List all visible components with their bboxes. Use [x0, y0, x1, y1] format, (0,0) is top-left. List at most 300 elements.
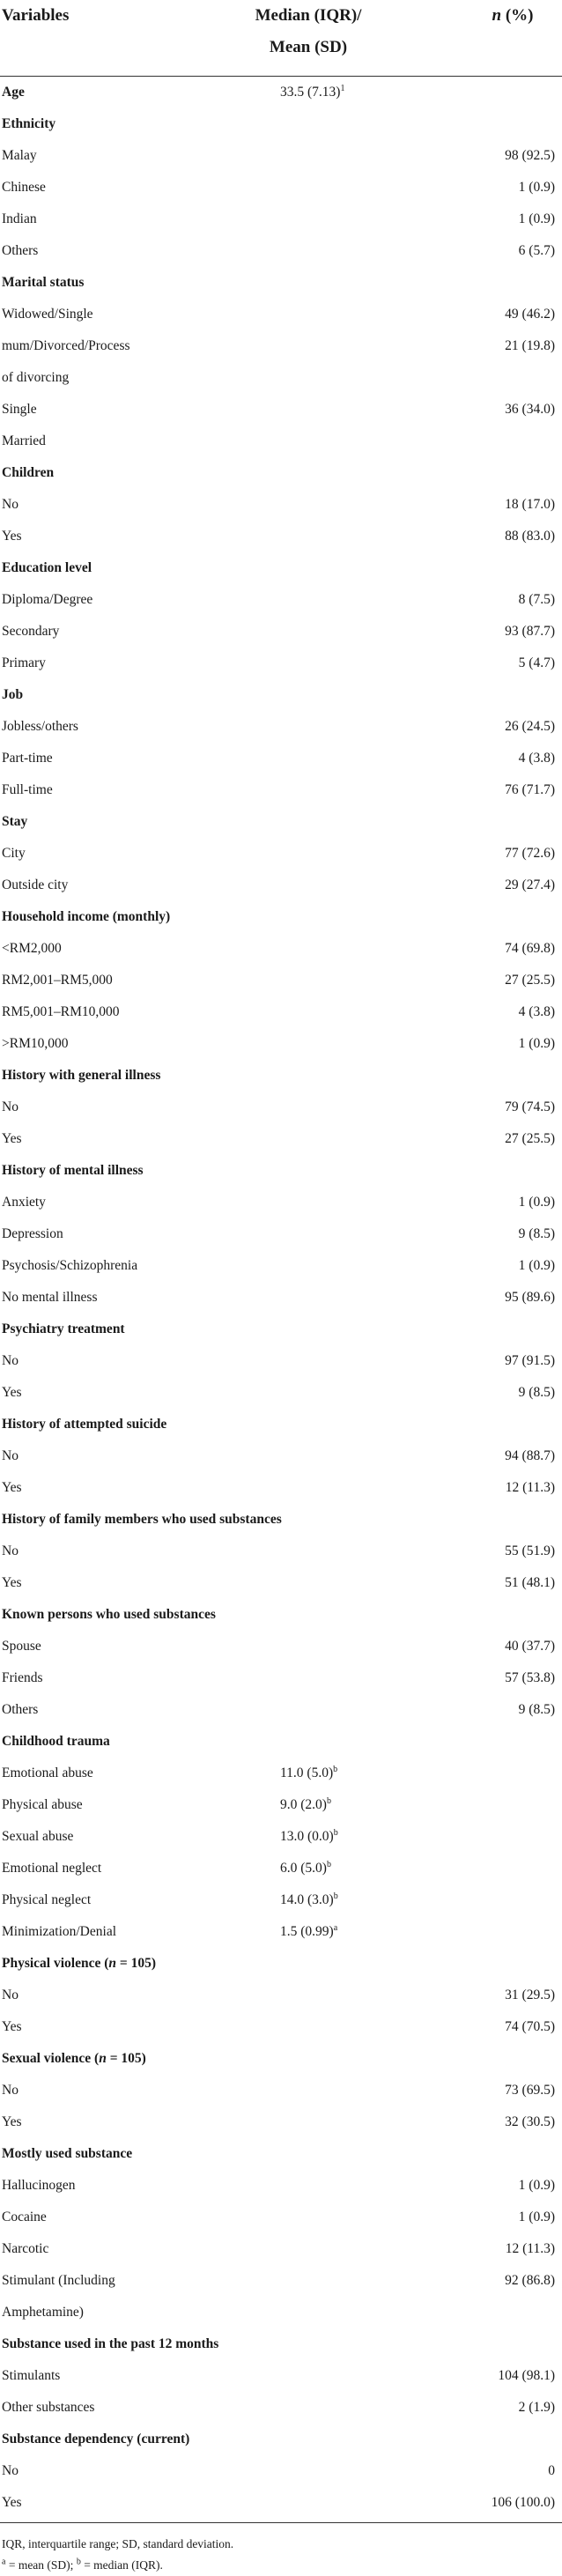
variable-label: Chinese [2, 180, 46, 195]
variable-label: Part-time [2, 751, 53, 766]
variable-cell [2, 1345, 18, 1377]
n-percent-cell: 32 (30.5) [505, 2114, 555, 2129]
median-mean-value: 14.0 (3.0) [280, 1892, 334, 1907]
table-row [0, 743, 562, 774]
section-header-row [0, 806, 562, 838]
variable-cell [2, 616, 59, 648]
header-median-mean [238, 0, 379, 63]
table-row [0, 1250, 562, 1282]
section-header-row [0, 679, 562, 711]
table-row [0, 1218, 562, 1250]
table-bottom-rule [0, 2522, 562, 2523]
variable-cell [2, 933, 62, 965]
variable-cell [2, 965, 113, 996]
variable-cell [2, 1980, 18, 2011]
variable-label: Emotional neglect [2, 1861, 102, 1876]
variable-label: Yes [2, 1131, 22, 1146]
table-row [0, 1567, 562, 1599]
stat-superscript: b [333, 1764, 338, 1774]
variable-label: Yes [2, 2495, 22, 2510]
median-mean-value: 11.0 (5.0) [280, 1765, 334, 1780]
variable-cell [2, 1092, 18, 1123]
variable-label: of divorcing [2, 370, 70, 385]
variable-cell [2, 1472, 22, 1504]
variable-label: Yes [2, 529, 22, 544]
variable-cell [2, 172, 46, 204]
n-percent-cell: 40 (37.7) [505, 1639, 555, 1654]
median-mean-cell [280, 1853, 331, 1884]
table-row [0, 2455, 562, 2487]
n-percent-cell: 9 (8.5) [518, 1385, 555, 1400]
section-header-row [0, 1726, 562, 1758]
section-header-row [0, 108, 562, 140]
variable-cell [2, 711, 78, 743]
section-header-row [0, 1409, 562, 1440]
variable-cell [2, 1155, 144, 1187]
table-row [0, 2233, 562, 2265]
table-row [0, 362, 562, 394]
variable-cell [2, 362, 69, 394]
variable-label: RM2,001–RM5,000 [2, 973, 113, 988]
variable-label: Substance used in the past 12 months [2, 2336, 219, 2351]
n-percent-cell: 4 (3.8) [518, 1004, 555, 1019]
variable-label: Widowed/Single [2, 307, 93, 322]
table-row [0, 426, 562, 457]
table-row [0, 838, 562, 870]
variable-cell [2, 299, 93, 330]
variable-cell [2, 2075, 18, 2106]
footnote-b-text: = median (IQR). [80, 2558, 163, 2572]
table-row [0, 774, 562, 806]
n-percent-cell: 77 (72.6) [505, 846, 555, 861]
variable-cell [2, 489, 18, 521]
variable-label: Education level [2, 560, 92, 575]
variable-label: Hallucinogen [2, 2178, 76, 2193]
variable-cell [2, 2424, 189, 2455]
header-n-pct: (%) [501, 6, 534, 25]
table-row [0, 2297, 562, 2328]
table-row [0, 1028, 562, 1060]
variable-cell [2, 1821, 73, 1853]
variable-cell [2, 2170, 76, 2202]
variable-italic-n: n [108, 1956, 117, 1971]
variable-label: Yes [2, 1480, 22, 1495]
variable-label: Physical neglect [2, 1892, 92, 1907]
variable-cell [2, 1187, 46, 1218]
variable-cell [2, 996, 120, 1028]
n-percent-cell: 74 (70.5) [505, 2019, 555, 2034]
table-row [0, 140, 562, 172]
variable-label: Psychosis/Schizophrenia [2, 1258, 138, 1273]
variable-label: Depression [2, 1226, 63, 1241]
n-percent-cell: 49 (46.2) [505, 307, 555, 322]
variable-label: Known persons who used substances [2, 1607, 216, 1622]
variable-label: Stimulants [2, 2368, 61, 2383]
n-percent-cell: 27 (25.5) [505, 973, 555, 988]
section-header-row [0, 2138, 562, 2170]
section-header-row [0, 2043, 562, 2075]
variable-label: Minimization/Denial [2, 1924, 117, 1939]
section-header-row [0, 267, 562, 299]
table-row [0, 616, 562, 648]
table-body [0, 77, 562, 2519]
section-header-row [0, 901, 562, 933]
section-header-row [0, 1060, 562, 1092]
table-row [0, 2106, 562, 2138]
table-row [0, 965, 562, 996]
n-percent-cell: 76 (71.7) [505, 782, 555, 797]
section-header-row [0, 1155, 562, 1187]
n-percent-cell: 92 (86.8) [505, 2273, 555, 2288]
variable-cell [2, 1694, 38, 1726]
n-percent-cell: 88 (83.0) [505, 529, 555, 544]
variable-label: Stay [2, 814, 28, 829]
table-row [0, 2170, 562, 2202]
section-header-row [0, 77, 562, 108]
table-row [0, 2360, 562, 2392]
variable-cell [2, 457, 54, 489]
n-percent-cell: 2 (1.9) [518, 2400, 555, 2415]
n-percent-cell: 51 (48.1) [505, 1575, 555, 1590]
stat-superscript: b [326, 1795, 331, 1806]
n-percent-cell: 1 (0.9) [518, 1258, 555, 1273]
variable-label: Anxiety [2, 1195, 46, 1210]
median-mean-cell [280, 1821, 338, 1853]
table-row [0, 1821, 562, 1853]
variable-label: Yes [2, 1575, 22, 1590]
stat-superscript: b [333, 1827, 338, 1838]
section-header-row [0, 1504, 562, 1536]
table-row [0, 1694, 562, 1726]
table-row [0, 1853, 562, 1884]
median-mean-value: 9.0 (2.0) [280, 1797, 327, 1812]
n-percent-cell: 74 (69.8) [505, 941, 555, 956]
variable-cell [2, 679, 23, 711]
variable-label: Mostly used substance [2, 2146, 133, 2161]
table-row [0, 2392, 562, 2424]
variable-cell [2, 2138, 132, 2170]
variable-label: Psychiatry treatment [2, 1321, 125, 1336]
median-mean-value: 13.0 (0.0) [280, 1829, 334, 1844]
table-row [0, 648, 562, 679]
n-percent-cell: 57 (53.8) [505, 1670, 555, 1685]
variable-label-tail: = 105) [106, 2051, 146, 2066]
variable-cell [2, 1789, 83, 1821]
table-row [0, 204, 562, 235]
stat-superscript: b [333, 1891, 338, 1901]
variable-label: No [2, 1448, 18, 1463]
variable-cell [2, 838, 26, 870]
variable-label: Others [2, 1702, 39, 1717]
variable-cell [2, 901, 170, 933]
variable-label: mum/Divorced/Process [2, 338, 130, 353]
variable-label: City [2, 846, 26, 861]
median-mean-value: 1.5 (0.99) [280, 1924, 334, 1939]
table-row [0, 1789, 562, 1821]
variable-cell [2, 1599, 216, 1631]
n-percent-cell: 104 (98.1) [498, 2368, 555, 2383]
table-row [0, 394, 562, 426]
n-percent-cell: 9 (8.5) [518, 1226, 555, 1241]
n-percent-cell: 36 (34.0) [505, 402, 555, 417]
variable-label: History of attempted suicide [2, 1417, 167, 1432]
n-percent-cell: 8 (7.5) [518, 592, 555, 607]
n-percent-cell: 94 (88.7) [505, 1448, 555, 1463]
variable-cell [2, 2392, 94, 2424]
n-percent-cell: 98 (92.5) [505, 148, 555, 163]
variable-label: Friends [2, 1670, 43, 1685]
variable-cell [2, 1916, 116, 1948]
section-header-row [0, 2328, 562, 2360]
variable-label: Indian [2, 211, 37, 226]
n-percent-cell: 29 (27.4) [505, 877, 555, 892]
variable-label: >RM10,000 [2, 1036, 69, 1051]
variable-cell [2, 1250, 137, 1282]
table-row [0, 2075, 562, 2106]
median-mean-cell [280, 1916, 337, 1948]
n-percent-cell: 1 (0.9) [518, 1036, 555, 1051]
table-row [0, 1282, 562, 1314]
n-percent-cell: 1 (0.9) [518, 180, 555, 195]
n-percent-cell: 5 (4.7) [518, 655, 555, 670]
variable-cell [2, 2455, 18, 2487]
n-percent-cell: 26 (24.5) [505, 719, 555, 734]
variable-cell [2, 1060, 160, 1092]
stat-superscript: b [326, 1859, 331, 1869]
variable-label: Outside city [2, 877, 69, 892]
n-percent-cell: 21 (19.8) [505, 338, 555, 353]
variable-label: Malay [2, 148, 37, 163]
variable-cell [2, 648, 46, 679]
variable-label: No [2, 497, 18, 512]
footnote-b-sup: b [76, 2557, 81, 2567]
variable-label: Physical violence ( [2, 1956, 109, 1971]
variable-cell [2, 2011, 22, 2043]
stat-superscript: a [333, 1922, 338, 1933]
variable-label: History of family members who used substances [2, 1512, 282, 1527]
variable-cell [2, 1631, 41, 1662]
variable-cell [2, 1662, 43, 1694]
variable-label: Amphetamine) [2, 2305, 84, 2320]
n-percent-cell: 79 (74.5) [505, 1099, 555, 1114]
table-row [0, 1187, 562, 1218]
footnote-superscripts [0, 2555, 562, 2576]
variable-cell [2, 2328, 218, 2360]
variable-label: No mental illness [2, 1290, 98, 1305]
table-row [0, 1980, 562, 2011]
table-row [0, 933, 562, 965]
table-row [0, 1662, 562, 1694]
table-row [0, 235, 562, 267]
median-mean-cell [280, 77, 344, 108]
variable-label: History of mental illness [2, 1163, 144, 1178]
variable-label: Married [2, 433, 46, 448]
stat-superscript: 1 [340, 83, 345, 93]
median-mean-value: 33.5 (7.13) [280, 85, 341, 100]
variable-cell [2, 743, 53, 774]
header-variables: Variables [2, 6, 70, 25]
table-row [0, 299, 562, 330]
table-row [0, 2265, 562, 2297]
header-median-line1: Median (IQR)/ [255, 6, 362, 25]
table-row [0, 870, 562, 901]
n-percent-cell: 9 (8.5) [518, 1702, 555, 1717]
n-percent-cell: 12 (11.3) [505, 2241, 555, 2256]
n-percent-cell: 6 (5.7) [518, 243, 555, 258]
variable-cell [2, 235, 38, 267]
variable-cell [2, 204, 37, 235]
variable-cell [2, 1567, 22, 1599]
variable-cell [2, 1377, 22, 1409]
section-header-row [0, 1948, 562, 1980]
variable-label: Yes [2, 2114, 22, 2129]
variable-cell [2, 2360, 60, 2392]
variable-label: Other substances [2, 2400, 95, 2415]
table-row [0, 1631, 562, 1662]
variable-label: Age [2, 85, 25, 100]
variable-label: Primary [2, 655, 46, 670]
variable-label: No [2, 1988, 18, 2002]
variable-cell [2, 2487, 22, 2519]
table-row [0, 330, 562, 362]
n-percent-cell: 1 (0.9) [518, 2178, 555, 2193]
variable-cell [2, 426, 46, 457]
n-percent-cell: 73 (69.5) [505, 2083, 555, 2098]
footnote-abbreviations: IQR, interquartile range; SD, standard deviation. [2, 2537, 234, 2550]
variable-cell [2, 1409, 166, 1440]
variable-cell [2, 584, 92, 616]
variable-label: Cocaine [2, 2210, 47, 2224]
n-percent-cell: 0 [548, 2463, 555, 2478]
variable-cell [2, 2202, 47, 2233]
table-row [0, 2011, 562, 2043]
variable-label: No [2, 2083, 18, 2098]
section-header-row [0, 457, 562, 489]
variable-cell [2, 2265, 115, 2297]
variable-cell [2, 521, 22, 552]
table-header [0, 0, 562, 77]
variable-label: Substance dependency (current) [2, 2432, 190, 2446]
variable-cell [2, 394, 37, 426]
footnote-a-text: = mean (SD); [5, 2558, 77, 2572]
table-row [0, 172, 562, 204]
variable-label: Marital status [2, 275, 85, 290]
variable-label: Secondary [2, 624, 60, 639]
table-row [0, 1440, 562, 1472]
table-row [0, 521, 562, 552]
variable-cell [2, 2106, 22, 2138]
n-percent-cell: 12 (11.3) [505, 1480, 555, 1495]
n-percent-cell: 31 (29.5) [505, 1988, 555, 2002]
variable-label: Diploma/Degree [2, 592, 93, 607]
variable-label-tail: = 105) [116, 1956, 157, 1971]
variable-cell [2, 1726, 110, 1758]
n-percent-cell: 97 (91.5) [505, 1353, 555, 1368]
variable-cell [2, 267, 84, 299]
section-header-row [0, 1314, 562, 1345]
variable-cell [2, 1948, 156, 1980]
n-percent-cell: 1 (0.9) [518, 1195, 555, 1210]
n-percent-cell: 27 (25.5) [505, 1131, 555, 1146]
table-row [0, 2202, 562, 2233]
variable-label: Sexual violence ( [2, 2051, 100, 2066]
variable-cell [2, 2233, 48, 2265]
header-n-italic: n [492, 6, 502, 25]
variable-cell [2, 330, 130, 362]
variable-label: Ethnicity [2, 116, 56, 131]
table-row [0, 1123, 562, 1155]
variable-label: No [2, 1099, 18, 1114]
variable-label: History with general illness [2, 1068, 161, 1083]
variable-label: Others [2, 243, 39, 258]
median-mean-value: 6.0 (5.0) [280, 1861, 327, 1876]
variable-label: Sexual abuse [2, 1829, 74, 1844]
n-percent-cell: 1 (0.9) [518, 211, 555, 226]
variable-cell [2, 1758, 93, 1789]
median-mean-cell [280, 1758, 337, 1789]
variable-italic-n: n [99, 2051, 107, 2066]
variable-cell [2, 1504, 282, 1536]
variable-cell [2, 1536, 18, 1567]
variable-label: Childhood trauma [2, 1734, 110, 1749]
variable-label: Jobless/others [2, 719, 78, 734]
variable-cell [2, 1123, 22, 1155]
table-row [0, 584, 562, 616]
variable-cell [2, 108, 55, 140]
variable-cell [2, 870, 68, 901]
median-mean-cell [280, 1789, 331, 1821]
variable-label: Household income (monthly) [2, 909, 171, 924]
n-percent-cell: 18 (17.0) [505, 497, 555, 512]
variable-label: No [2, 2463, 18, 2478]
variable-label: Job [2, 687, 24, 702]
table-row [0, 1758, 562, 1789]
header-n-percent [469, 0, 557, 32]
median-mean-cell [280, 1884, 338, 1916]
variable-cell [2, 77, 25, 108]
variable-label: Stimulant (Including [2, 2273, 115, 2288]
n-percent-cell: 95 (89.6) [505, 1290, 555, 1305]
variable-label: No [2, 1353, 18, 1368]
variable-cell [2, 1218, 63, 1250]
n-percent-cell: 55 (51.9) [505, 1543, 555, 1558]
n-percent-cell: 1 (0.9) [518, 2210, 555, 2224]
table-row [0, 1092, 562, 1123]
section-header-row [0, 552, 562, 584]
table-row [0, 1345, 562, 1377]
n-percent-cell: 4 (3.8) [518, 751, 555, 766]
footnote-a-sup: a [2, 2557, 6, 2567]
table-row [0, 489, 562, 521]
variable-label: Children [2, 465, 55, 480]
variable-label: Yes [2, 2019, 22, 2034]
variable-label: <RM2,000 [2, 941, 62, 956]
section-header-row [0, 1599, 562, 1631]
n-percent-cell: 106 (100.0) [491, 2495, 555, 2510]
variable-label: Single [2, 402, 37, 417]
table-row [0, 1916, 562, 1948]
n-percent-cell: 93 (87.7) [505, 624, 555, 639]
variable-cell [2, 806, 27, 838]
table-row [0, 711, 562, 743]
variable-label: Yes [2, 1385, 22, 1400]
section-header-row [0, 2424, 562, 2455]
variable-cell [2, 774, 53, 806]
variable-label: RM5,001–RM10,000 [2, 1004, 120, 1019]
variable-label: Spouse [2, 1639, 41, 1654]
variable-label: Narcotic [2, 2241, 49, 2256]
table-row [0, 1536, 562, 1567]
